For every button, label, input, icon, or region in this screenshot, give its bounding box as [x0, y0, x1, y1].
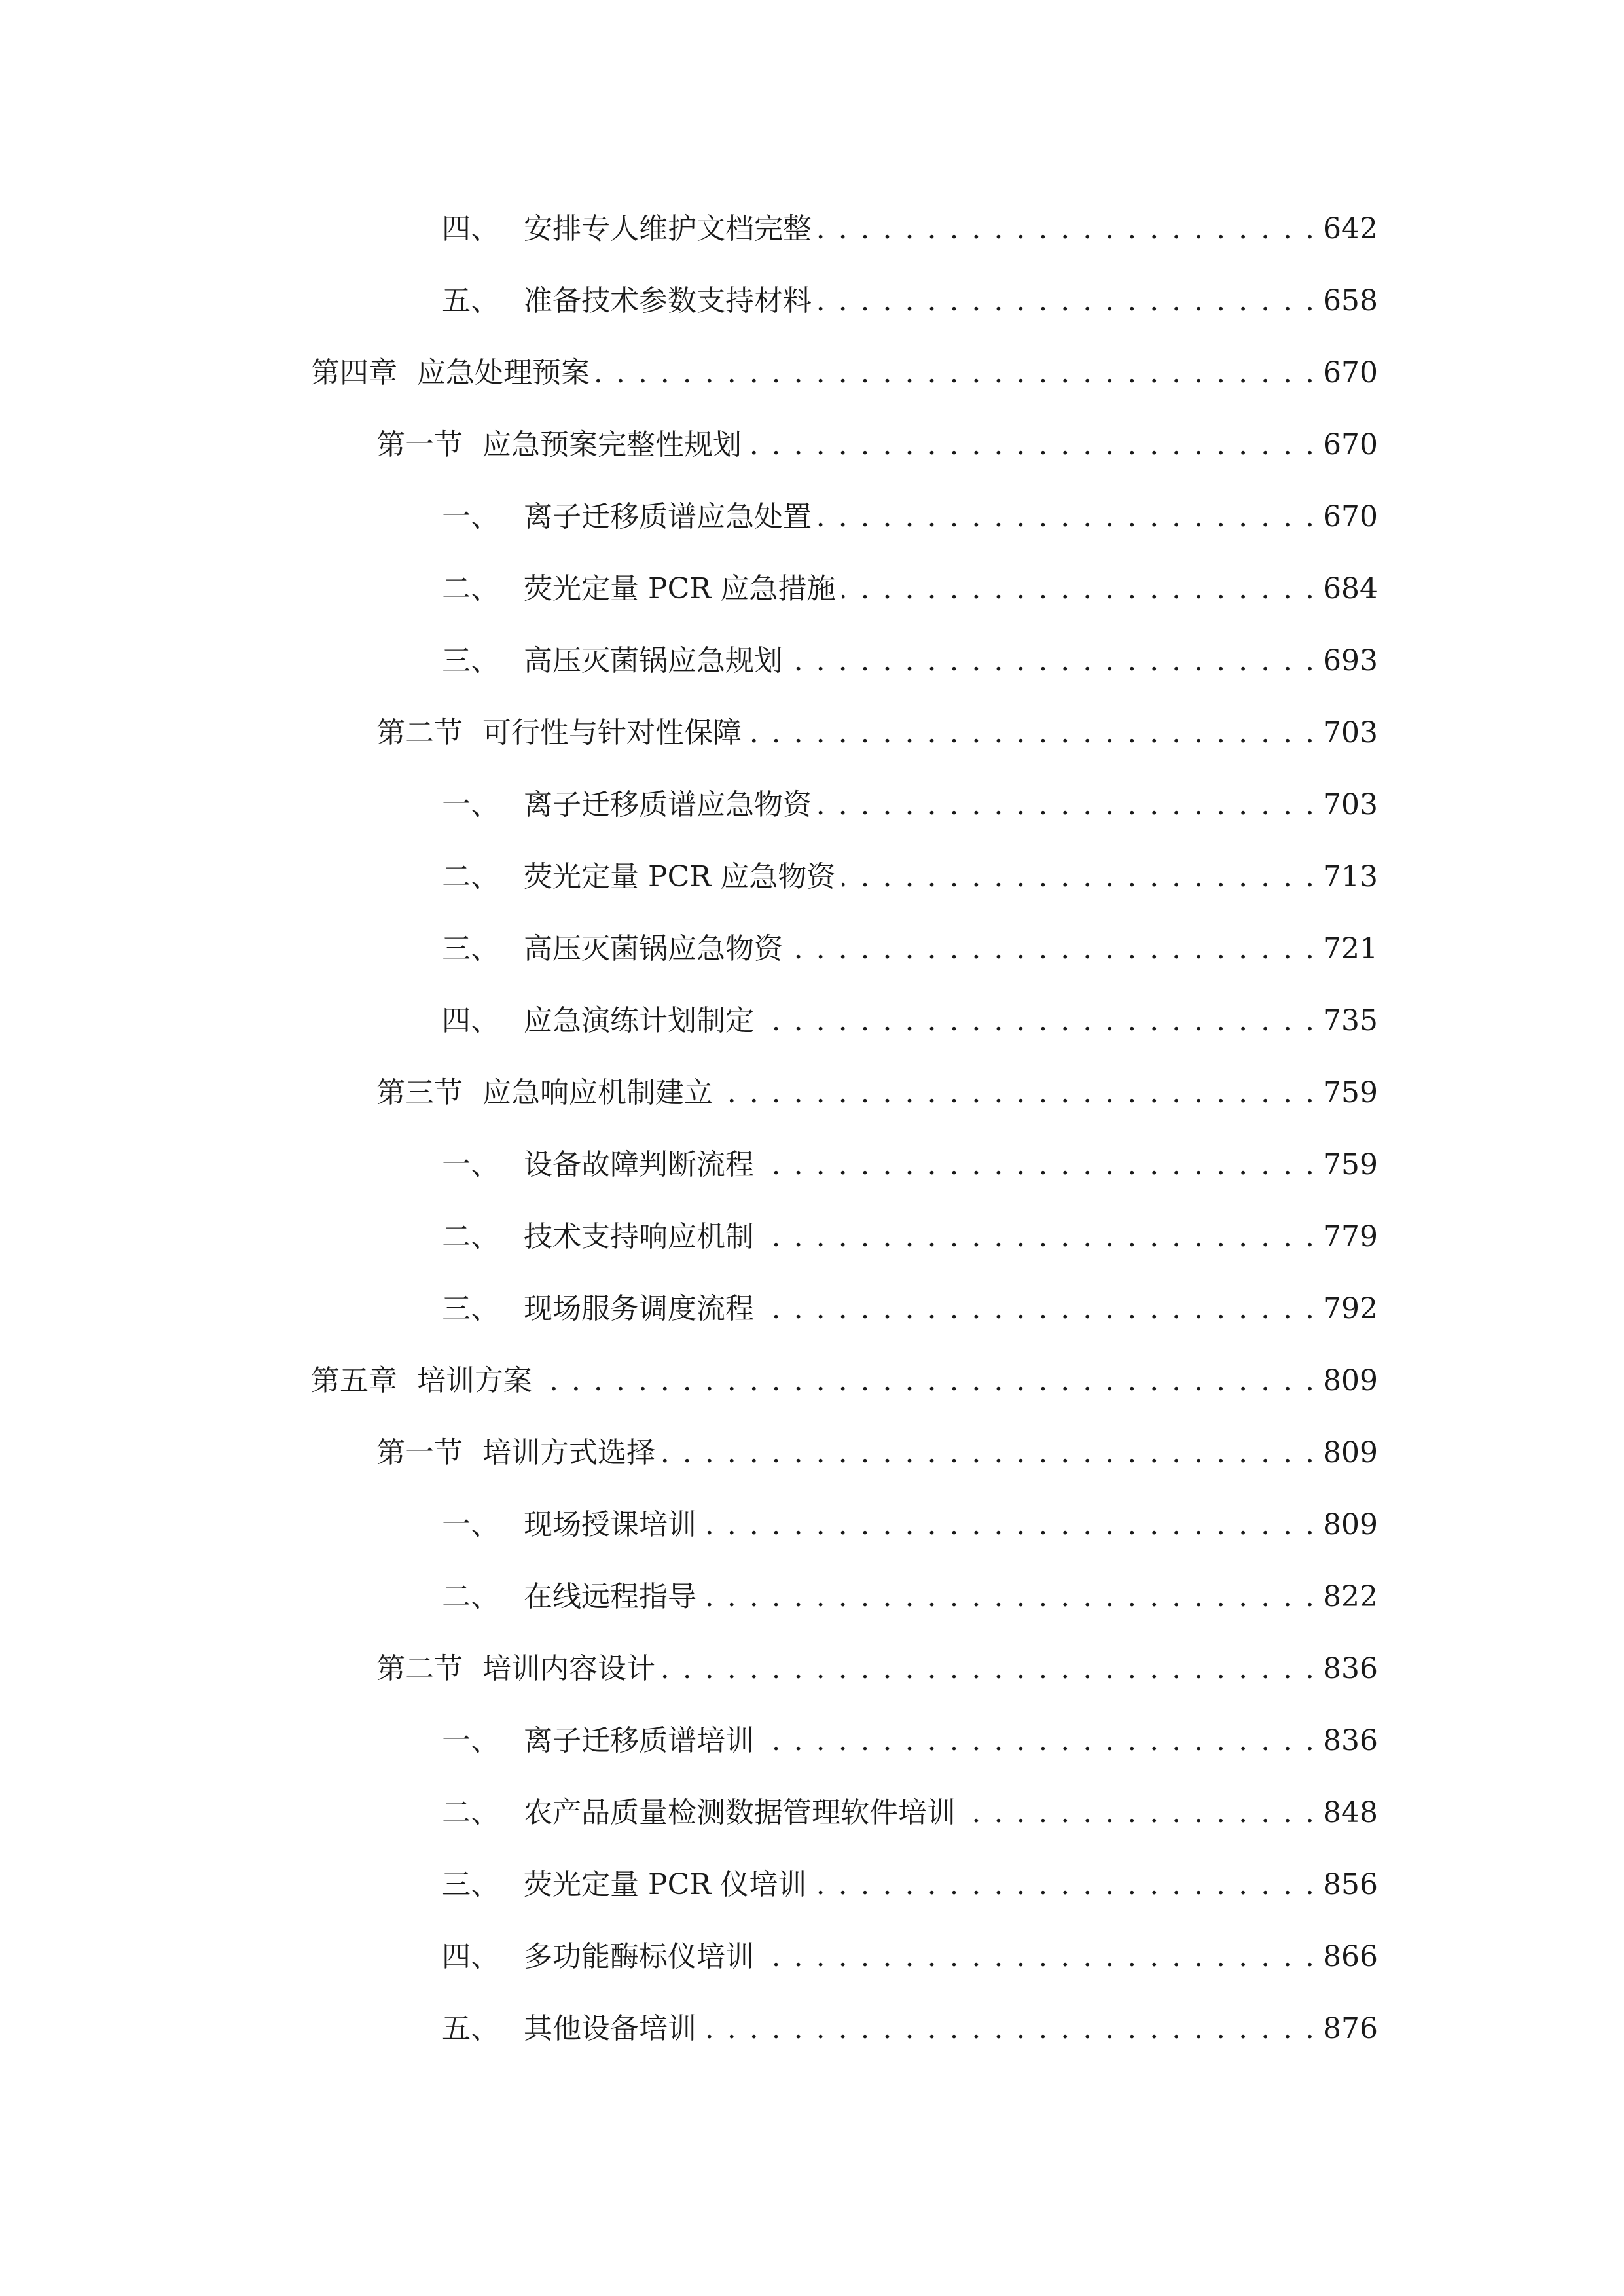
toc-entry-page: 809 — [1323, 1364, 1378, 1397]
toc-entry-title: 现场服务调度流程 — [524, 1292, 754, 1325]
toc-entry[interactable] — [442, 209, 1378, 249]
dot-leader — [842, 857, 1316, 897]
toc-section[interactable] — [376, 1649, 1378, 1689]
toc-entry-title: 培训方案 — [417, 1364, 532, 1397]
toc-entry-title: 安排专人维护文档完整 — [524, 212, 812, 245]
toc-section[interactable] — [376, 1433, 1378, 1473]
toc-entry-number: 三、 — [442, 1292, 499, 1325]
toc-entry[interactable] — [442, 1145, 1378, 1185]
toc-entry-number: 二、 — [442, 1796, 499, 1829]
toc-entry-title: 应急处理预案 — [417, 356, 590, 389]
toc-entry-number: 二、 — [442, 1580, 499, 1613]
dot-leader — [703, 1577, 1316, 1617]
toc-entry-number: 二、 — [442, 572, 499, 605]
toc-entry-page: 876 — [1323, 2012, 1378, 2045]
toc-entry-title: 荧光定量 PCR 应急物资 — [524, 860, 836, 893]
dot-leader — [789, 929, 1316, 969]
toc-entry-number: 三、 — [442, 1868, 499, 1901]
toc-entry-title: 荧光定量 PCR 应急措施 — [524, 572, 836, 605]
toc-entry-number: 二、 — [442, 1220, 499, 1253]
toc-entry[interactable] — [442, 1865, 1378, 1905]
toc-entry[interactable] — [442, 1217, 1378, 1257]
toc-entry-page: 684 — [1323, 572, 1378, 605]
toc-entry[interactable] — [442, 1793, 1378, 1833]
toc-entry-title: 离子迁移质谱培训 — [524, 1724, 754, 1757]
toc-entry-number: 第一节 — [376, 1436, 463, 1469]
toc-entry[interactable] — [442, 497, 1378, 537]
toc-entry[interactable] — [442, 281, 1378, 321]
toc-entry-page: 866 — [1323, 1940, 1378, 1973]
toc-entry[interactable] — [442, 1577, 1378, 1617]
toc-entry[interactable] — [442, 1937, 1378, 1977]
toc-entry-number: 第二节 — [376, 716, 463, 749]
dot-leader — [818, 281, 1316, 321]
toc-entry[interactable] — [442, 1721, 1378, 1761]
toc-entry-title: 可行性与针对性保障 — [482, 716, 742, 749]
toc-entry-page: 670 — [1323, 500, 1378, 533]
toc-entry[interactable] — [442, 1001, 1378, 1041]
toc-entry-title: 准备技术参数支持材料 — [524, 284, 812, 317]
toc-section[interactable] — [376, 1073, 1378, 1113]
dot-leader — [761, 1721, 1316, 1761]
toc-entry-title: 应急演练计划制定 — [524, 1004, 754, 1037]
toc-entry-page: 836 — [1323, 1724, 1378, 1757]
toc-entry-page: 670 — [1323, 428, 1378, 461]
toc-entry-number: 一、 — [442, 1148, 499, 1181]
dot-leader — [813, 1865, 1316, 1905]
dot-leader — [662, 1649, 1316, 1689]
dot-leader — [703, 1505, 1316, 1545]
toc-entry-title: 多功能酶标仪培训 — [524, 1940, 754, 1973]
toc-entry-page: 809 — [1323, 1436, 1378, 1469]
dot-leader — [789, 641, 1316, 681]
toc-chapter[interactable] — [311, 1361, 1378, 1401]
dot-leader — [539, 1361, 1316, 1401]
toc-entry-title: 应急响应机制建立 — [482, 1076, 713, 1109]
dot-leader — [818, 497, 1316, 537]
dot-leader — [748, 713, 1316, 753]
toc-entry-title: 培训方式选择 — [482, 1436, 655, 1469]
toc-entry-title: 在线远程指导 — [524, 1580, 696, 1613]
toc-entry-number: 第一节 — [376, 428, 463, 461]
toc-entry-title: 离子迁移质谱应急物资 — [524, 788, 812, 821]
toc-entry-page: 693 — [1323, 644, 1378, 677]
toc-entry-page: 703 — [1323, 788, 1378, 821]
toc-entry-page: 779 — [1323, 1220, 1378, 1253]
dot-leader — [596, 353, 1316, 393]
dot-leader — [703, 2009, 1316, 2049]
toc-entry-page: 713 — [1323, 860, 1378, 893]
toc-entry-title: 农产品质量检测数据管理软件培训 — [524, 1796, 956, 1829]
toc-entry-page: 670 — [1323, 356, 1378, 389]
toc-entry-title: 技术支持响应机制 — [524, 1220, 754, 1253]
toc-entry[interactable] — [442, 2009, 1378, 2049]
toc-entry[interactable] — [442, 929, 1378, 969]
dot-leader — [761, 1289, 1316, 1329]
toc-entry-number: 一、 — [442, 500, 499, 533]
toc-entry-title: 其他设备培训 — [524, 2012, 696, 2045]
toc-chapter[interactable] — [311, 353, 1378, 393]
toc-entry-page: 759 — [1323, 1148, 1378, 1181]
toc-entry-title: 高压灭菌锅应急物资 — [524, 932, 783, 965]
toc-section[interactable] — [376, 713, 1378, 753]
toc-entry[interactable] — [442, 857, 1378, 897]
toc-entry-number: 一、 — [442, 1508, 499, 1541]
toc-entry-title: 应急预案完整性规划 — [482, 428, 742, 461]
dot-leader — [748, 425, 1316, 465]
toc-entry[interactable] — [442, 785, 1378, 825]
dot-leader — [818, 209, 1316, 249]
toc-entry-page: 809 — [1323, 1508, 1378, 1541]
toc-entry-title: 高压灭菌锅应急规划 — [524, 644, 783, 677]
toc-entry[interactable] — [442, 641, 1378, 681]
dot-leader — [962, 1793, 1316, 1833]
toc-entry-title: 设备故障判断流程 — [524, 1148, 754, 1181]
toc-entry-page: 836 — [1323, 1652, 1378, 1685]
toc-entry-page: 856 — [1323, 1868, 1378, 1901]
toc-entry-number: 第三节 — [376, 1076, 463, 1109]
toc-entry-number: 一、 — [442, 1724, 499, 1757]
toc-entry-title: 培训内容设计 — [482, 1652, 655, 1685]
toc-entry-title: 现场授课培训 — [524, 1508, 696, 1541]
toc-entry-number: 第二节 — [376, 1652, 463, 1685]
toc-entry-page: 792 — [1323, 1292, 1378, 1325]
toc-entry[interactable] — [442, 1289, 1378, 1329]
toc-entry-page: 759 — [1323, 1076, 1378, 1109]
toc-entry-number: 三、 — [442, 644, 499, 677]
dot-leader — [842, 569, 1316, 609]
toc-entry-number: 四、 — [442, 212, 499, 245]
toc-entry-number: 四、 — [442, 1940, 499, 1973]
dot-leader — [761, 1145, 1316, 1185]
toc-entry-title: 离子迁移质谱应急处置 — [524, 500, 812, 533]
dot-leader — [719, 1073, 1316, 1113]
toc-entry-number: 一、 — [442, 788, 499, 821]
dot-leader — [761, 1001, 1316, 1041]
toc-entry-number: 三、 — [442, 932, 499, 965]
dot-leader — [818, 785, 1316, 825]
toc-entry[interactable] — [442, 569, 1378, 609]
dot-leader — [662, 1433, 1316, 1473]
toc-entry[interactable] — [442, 1505, 1378, 1545]
toc-entry-number: 四、 — [442, 1004, 499, 1037]
toc-entry-page: 848 — [1323, 1796, 1378, 1829]
toc-entry-page: 822 — [1323, 1580, 1378, 1613]
toc-entry-number: 第四章 — [311, 356, 397, 389]
toc-entry-page: 658 — [1323, 284, 1378, 317]
toc-entry-page: 642 — [1323, 212, 1378, 245]
toc-entry-number: 五、 — [442, 284, 499, 317]
toc-entry-page: 735 — [1323, 1004, 1378, 1037]
toc-entry-title: 荧光定量 PCR 仪培训 — [524, 1868, 807, 1901]
toc-entry-number: 第五章 — [311, 1364, 397, 1397]
toc-section[interactable] — [376, 425, 1378, 465]
dot-leader — [761, 1937, 1316, 1977]
dot-leader — [761, 1217, 1316, 1257]
toc-entry-page: 703 — [1323, 716, 1378, 749]
toc-entry-number: 二、 — [442, 860, 499, 893]
toc-entry-page: 721 — [1323, 932, 1378, 965]
toc-entry-number: 五、 — [442, 2012, 499, 2045]
